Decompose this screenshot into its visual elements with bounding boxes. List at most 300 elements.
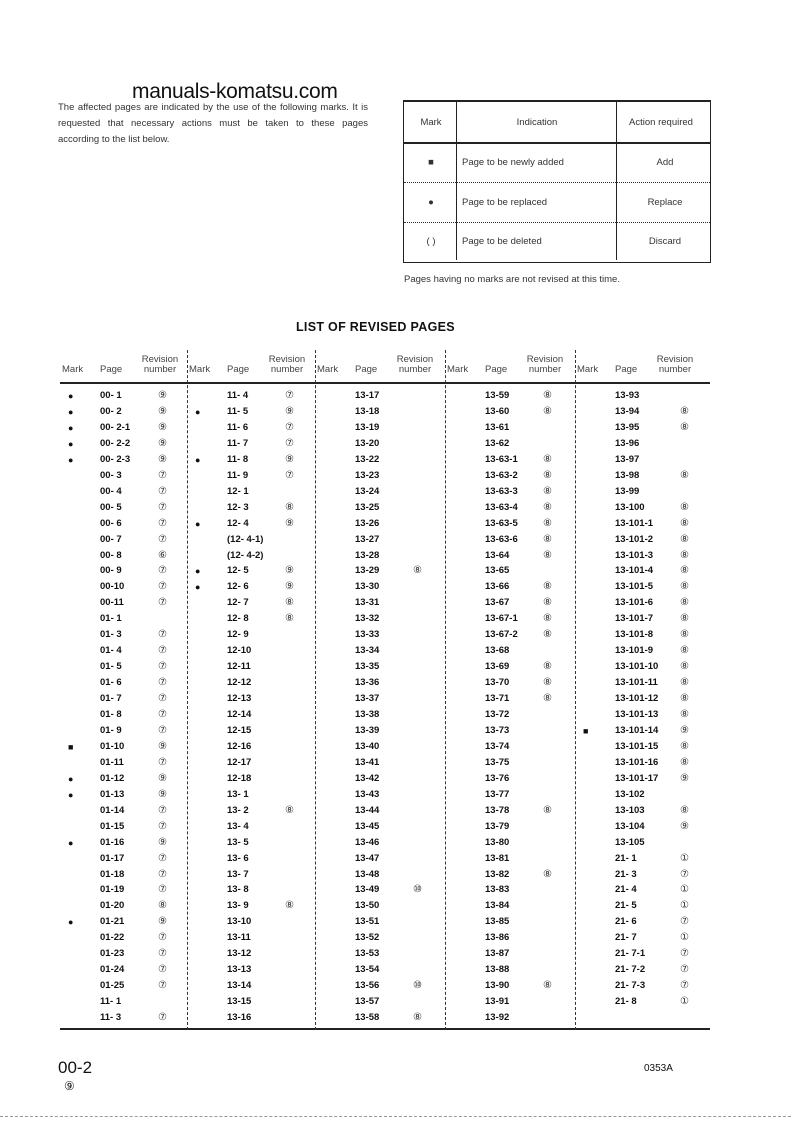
page-number: 21- 1 — [615, 852, 637, 864]
header-rule — [60, 382, 710, 384]
page-number: 13-53 — [355, 948, 380, 960]
page-number: 01-21 — [100, 916, 125, 928]
page-number: 13-67-1 — [485, 613, 518, 625]
page-number: 13-97 — [615, 453, 640, 465]
legend-row-replace — [404, 182, 710, 222]
legend-column-divider — [456, 102, 457, 260]
page-number: 13-101-4 — [615, 565, 654, 577]
revision-number: ⑦ — [680, 964, 689, 976]
page-number: 13-95 — [615, 421, 640, 433]
page-number: 13-36 — [355, 677, 380, 689]
revision-number: ⑨ — [680, 772, 689, 784]
page-number: 11- 7 — [227, 437, 249, 449]
revision-number: ⑦ — [158, 820, 167, 832]
revision-number: ⑦ — [158, 964, 167, 976]
page-number: 12-12 — [227, 677, 252, 689]
page-number: 12- 7 — [227, 597, 249, 609]
page-number: 01- 3 — [100, 629, 122, 641]
revision-mark: ● — [195, 454, 201, 465]
page-number: 13-57 — [355, 996, 380, 1008]
page-number: 13-100 — [615, 501, 645, 513]
page-number: 13-16 — [227, 1012, 252, 1024]
page-number: 13-42 — [355, 772, 380, 784]
revision-number: ⑧ — [680, 469, 689, 481]
header-page: Page — [100, 364, 123, 375]
page-number: 13- 5 — [227, 836, 249, 848]
page-number: 13-38 — [355, 709, 380, 720]
page-number: 13-69 — [485, 661, 510, 673]
revision-number: ⑦ — [680, 868, 689, 880]
page-number: 00- 9 — [100, 565, 122, 577]
page-number: 11- 6 — [227, 421, 249, 433]
page-number: 13-101-3 — [615, 549, 654, 561]
page-number: 13-92 — [485, 1012, 510, 1024]
revision-number: ① — [680, 852, 689, 864]
page-number: 00- 2 — [100, 405, 122, 417]
page-number: 13-101-12 — [615, 693, 659, 705]
page-number: 13-67-2 — [485, 629, 518, 641]
revision-number: ⑦ — [158, 517, 167, 529]
page-number: 13-76 — [485, 772, 510, 784]
page-number: 12- 9 — [227, 629, 249, 641]
footer-revision: ⑨ — [64, 1079, 75, 1093]
page-number: 21- 5 — [615, 900, 637, 912]
header-mark: Mark — [447, 364, 469, 375]
revision-number: ⑧ — [543, 549, 552, 561]
revision-number: ⑦ — [158, 884, 167, 896]
page-number: 13-88 — [485, 964, 510, 976]
page-number: 13-10 — [227, 916, 252, 928]
revision-number: ⑧ — [543, 453, 552, 465]
page-number: 13-82 — [485, 868, 510, 880]
revision-mark: ● — [68, 422, 74, 433]
watermark: manuals-komatsu.com — [132, 80, 338, 103]
revision-number: ⑦ — [158, 724, 167, 736]
page-number: 01-17 — [100, 852, 125, 864]
page-number: (12- 4-1) — [227, 533, 264, 545]
revision-number: ⑧ — [543, 804, 552, 816]
page-number: 13-63-3 — [485, 485, 518, 497]
revision-number: ① — [680, 884, 689, 896]
revised-pages-table — [60, 350, 710, 1030]
page-number: 13-99 — [615, 485, 640, 497]
page-number: 13-49 — [355, 884, 380, 896]
revision-number: ⑧ — [680, 661, 689, 673]
page-number: 13-101-1 — [615, 517, 654, 529]
revision-number: ⑦ — [158, 948, 167, 960]
page-number: 13-101-6 — [615, 597, 654, 609]
page-number: 13-58 — [355, 1012, 380, 1024]
page-number: 13-25 — [355, 501, 380, 513]
header-revision: Revision number — [526, 354, 564, 375]
page-number: 13-78 — [485, 804, 510, 816]
revision-number: ⑧ — [285, 501, 294, 513]
revision-number: ⑧ — [680, 405, 689, 417]
page-number: 12-16 — [227, 740, 252, 752]
page-number: 13-46 — [355, 836, 380, 848]
page-number: 13-19 — [355, 421, 380, 433]
header-revision: Revision number — [141, 354, 179, 375]
revision-number: ⑧ — [680, 581, 689, 593]
revision-number: ⑦ — [158, 533, 167, 545]
column-divider — [315, 350, 316, 1030]
page-number: 13-101-8 — [615, 629, 654, 641]
revision-mark: ● — [68, 454, 74, 465]
page-number: 13-32 — [355, 613, 380, 625]
page-number: 00- 2-2 — [100, 437, 131, 449]
page-number: 12- 6 — [227, 581, 249, 593]
page-number: 00-11 — [100, 597, 124, 609]
legend-header-mark: Mark — [420, 116, 442, 128]
revision-number: ⑦ — [158, 581, 167, 593]
page-number: 13-81 — [485, 852, 510, 864]
page-number: 13-52 — [355, 932, 380, 944]
page-number: 13-43 — [355, 788, 380, 800]
page-number: 13-87 — [485, 948, 510, 960]
page-number: 13-70 — [485, 677, 510, 689]
revision-number: ⑦ — [285, 390, 294, 401]
page-number: 13-44 — [355, 804, 380, 816]
revision-number: ⑨ — [158, 405, 167, 417]
revision-number: ⑧ — [680, 740, 689, 752]
page-number: 13-41 — [355, 756, 380, 768]
page-number: 01-19 — [100, 884, 125, 896]
page-number: 13-15 — [227, 996, 252, 1008]
revision-number: ⑦ — [158, 501, 167, 513]
page-number: 13-33 — [355, 629, 380, 641]
page-number: 12-10 — [227, 645, 252, 657]
bottom-dotted-rule — [0, 1116, 791, 1117]
revision-number: ⑦ — [158, 469, 167, 481]
page-number: 11- 1 — [100, 996, 122, 1008]
revision-number: ⑧ — [680, 597, 689, 609]
revision-number: ⑧ — [543, 517, 552, 529]
column-divider — [445, 350, 446, 1030]
header-page: Page — [485, 364, 508, 375]
revision-mark: ● — [68, 789, 74, 800]
revision-number: ⑧ — [285, 900, 294, 912]
column-divider — [187, 350, 188, 1030]
page-number: 13- 8 — [227, 884, 249, 896]
revision-number: ⑧ — [543, 533, 552, 545]
page-number: 13-104 — [615, 820, 645, 832]
revision-number: ⑧ — [680, 629, 689, 641]
page-number: 13-29 — [355, 565, 380, 577]
page-number: 13- 1 — [227, 788, 249, 800]
revision-number: ⑨ — [285, 405, 294, 417]
revision-mark: ● — [68, 917, 74, 928]
revision-number: ⑧ — [158, 900, 167, 912]
footer-code: 0353A — [644, 1063, 673, 1074]
page-number: 13-65 — [485, 565, 510, 577]
page-number: 13-101-13 — [615, 709, 659, 720]
page-number: 13-101-5 — [615, 581, 654, 593]
revision-number: ⑧ — [543, 581, 552, 593]
page-number: 12-17 — [227, 756, 252, 768]
page-number: 01- 7 — [100, 693, 122, 705]
page-number: 13-68 — [485, 645, 510, 657]
revision-number: ⑦ — [158, 661, 167, 673]
legend-action: Replace — [647, 196, 683, 208]
revision-number: ⑨ — [285, 581, 294, 593]
revision-number: ⑧ — [680, 501, 689, 513]
page-number: 01-10 — [100, 740, 125, 752]
revision-number: ⑩ — [413, 884, 422, 896]
replace-mark: ● — [428, 196, 434, 208]
revision-number: ⑦ — [158, 932, 167, 944]
header-revision: Revision number — [268, 354, 306, 375]
page-number: 13-93 — [615, 390, 640, 401]
page-number: 13-45 — [355, 820, 380, 832]
revision-number: ⑧ — [680, 565, 689, 577]
revision-number: ⑨ — [285, 517, 294, 529]
page-number: 21- 7 — [615, 932, 637, 944]
revision-number: ⑦ — [158, 980, 167, 992]
revision-number: ⑦ — [680, 916, 689, 928]
header-mark: Mark — [317, 364, 339, 375]
page-number: 01- 9 — [100, 724, 122, 736]
page-number: 13-51 — [355, 916, 380, 928]
page-number: 13-94 — [615, 405, 640, 417]
header-page: Page — [355, 364, 378, 375]
revision-mark: ● — [195, 406, 201, 417]
revision-number: ⑦ — [158, 485, 167, 497]
page-number: 13-17 — [355, 390, 380, 401]
page-number: 13-101-15 — [615, 740, 659, 752]
page-number: 13-47 — [355, 852, 380, 864]
page-number: 13-74 — [485, 740, 510, 752]
revision-number: ⑧ — [680, 709, 689, 720]
revision-number: ⑦ — [158, 852, 167, 864]
page-number: 13-96 — [615, 437, 640, 449]
revision-number: ⑦ — [158, 629, 167, 641]
page-number: 13-63-1 — [485, 453, 518, 465]
page-number: 13-101-10 — [615, 661, 659, 673]
page-number: 13-101-11 — [615, 677, 658, 689]
page-number: 13-28 — [355, 549, 380, 561]
revision-number: ⑩ — [413, 980, 422, 992]
revision-mark: ● — [68, 837, 74, 848]
revision-number: ⑧ — [543, 661, 552, 673]
revision-number: ⑧ — [543, 693, 552, 705]
revision-number: ⑧ — [680, 421, 689, 433]
revision-number: ⑧ — [285, 613, 294, 625]
page-number: 00- 7 — [100, 533, 122, 545]
page-number: 13-90 — [485, 980, 510, 992]
revision-number: ⑦ — [680, 948, 689, 960]
page-number: (12- 4-2) — [227, 549, 264, 561]
page-number: 13-84 — [485, 900, 510, 912]
revision-number: ⑧ — [680, 677, 689, 689]
page-number: 11- 8 — [227, 453, 249, 465]
add-mark: ■ — [428, 156, 434, 168]
revision-number: ⑨ — [158, 421, 167, 433]
footer-page-number: 00-2 — [58, 1058, 93, 1077]
revision-number: ⑧ — [543, 629, 552, 641]
revision-number: ⑨ — [158, 453, 167, 465]
page-number: 13-63-5 — [485, 517, 518, 529]
page-number: 13-61 — [485, 421, 510, 433]
page-number: 01-14 — [100, 804, 125, 816]
page-number: 13-11 — [227, 932, 251, 944]
page-number: 11- 5 — [227, 405, 249, 417]
page-number: 13-27 — [355, 533, 380, 545]
page-number: 00-10 — [100, 581, 125, 593]
page-number: 11- 9 — [227, 469, 249, 481]
revision-number: ⑧ — [680, 533, 689, 545]
page-number: 00- 2-3 — [100, 453, 131, 465]
page-number: 01-13 — [100, 788, 125, 800]
page-number: 00- 1 — [100, 390, 122, 401]
revision-number: ⑧ — [543, 485, 552, 497]
page-number: 01-23 — [100, 948, 125, 960]
page-number: 13-48 — [355, 868, 380, 880]
page-number: 13-18 — [355, 405, 380, 417]
header-mark: Mark — [577, 364, 599, 375]
page-number: 01-20 — [100, 900, 125, 912]
page-number: 11- 4 — [227, 390, 249, 401]
page-number: 01-16 — [100, 836, 125, 848]
revision-number: ⑧ — [680, 756, 689, 768]
revision-number: ⑦ — [158, 565, 167, 577]
page-number: 13-77 — [485, 788, 510, 800]
revision-number: ⑨ — [680, 724, 689, 736]
page-number: 12- 4 — [227, 517, 249, 529]
page-number: 01- 6 — [100, 677, 122, 689]
revision-number: ① — [680, 932, 689, 944]
revision-number: ⑦ — [158, 677, 167, 689]
page-number: 21- 6 — [615, 916, 637, 928]
page-number: 13-91 — [485, 996, 510, 1008]
page-number: 13-34 — [355, 645, 380, 657]
page-number: 21- 7-2 — [615, 964, 646, 976]
revision-mark: ● — [68, 391, 74, 401]
revision-number: ⑦ — [680, 980, 689, 992]
page-number: 13-50 — [355, 900, 380, 912]
intro-paragraph: The affected pages are indicated by the use of the following marks. It is requested that necessary actions must be taken to these pages according to the list below. — [58, 102, 368, 145]
page-number: 13-37 — [355, 693, 380, 705]
revision-mark: ● — [195, 582, 201, 593]
page-number: 00- 4 — [100, 485, 122, 497]
revision-number: ⑦ — [285, 469, 294, 481]
revision-number: ⑦ — [158, 804, 167, 816]
revision-number: ⑧ — [413, 565, 422, 577]
page-number: 11- 3 — [100, 1012, 122, 1024]
page-number: 21- 4 — [615, 884, 637, 896]
page-number: 13-75 — [485, 756, 510, 768]
page-number: 01-18 — [100, 868, 125, 880]
revision-number: ⑦ — [158, 1012, 167, 1024]
page-number: 00- 3 — [100, 469, 122, 481]
page-number: 13-101-16 — [615, 756, 659, 768]
page-number: 13-64 — [485, 549, 510, 561]
page-number: 13-71 — [485, 693, 510, 705]
legend-note: Pages having no marks are not revised at this time. — [404, 274, 620, 285]
revision-number: ⑨ — [158, 788, 167, 800]
page-number: 12- 8 — [227, 613, 249, 625]
page-number: 13-35 — [355, 661, 380, 673]
page-number: 13-39 — [355, 724, 380, 736]
page-number: 13-98 — [615, 469, 640, 481]
header-page: Page — [615, 364, 638, 375]
page-number: 00- 2-1 — [100, 421, 131, 433]
legend-table — [403, 100, 711, 263]
header-page: Page — [227, 364, 250, 375]
revision-number: ⑧ — [680, 693, 689, 705]
legend-column-divider — [616, 102, 617, 260]
page-number: 13-101-7 — [615, 613, 654, 625]
revision-number: ⑧ — [680, 549, 689, 561]
legend-header-action: Action required — [629, 116, 693, 128]
page-number: 13-54 — [355, 964, 380, 976]
page-number: 13- 6 — [227, 852, 249, 864]
page-number: 13-56 — [355, 980, 380, 992]
page-number: 13-73 — [485, 724, 510, 736]
page-number: 13-13 — [227, 964, 252, 976]
revision-mark: ● — [68, 773, 74, 784]
page-number: 21- 7-1 — [615, 948, 646, 960]
legend-indication: Page to be replaced — [462, 196, 548, 208]
page-number: 13-101-2 — [615, 533, 654, 545]
revision-number: ⑧ — [680, 517, 689, 529]
page-number: 13-101-14 — [615, 724, 659, 736]
revision-mark: ■ — [68, 741, 74, 752]
page-number: 13-24 — [355, 485, 380, 497]
header-mark: Mark — [189, 364, 211, 375]
page-number: 01- 4 — [100, 645, 122, 657]
page-number: 12- 3 — [227, 501, 249, 513]
page-number: 13-40 — [355, 740, 380, 752]
page-number: 21- 3 — [615, 868, 637, 880]
page-number: 13-60 — [485, 405, 510, 417]
page-number: 13-30 — [355, 581, 380, 593]
page-number: 01- 1 — [100, 613, 122, 625]
revision-number: ⑧ — [543, 677, 552, 689]
revision-number: ⑧ — [543, 980, 552, 992]
legend-header-indication: Indication — [516, 116, 558, 128]
revision-mark: ■ — [583, 725, 589, 736]
page-number: 00- 6 — [100, 517, 122, 529]
revision-number: ⑦ — [158, 756, 167, 768]
revision-mark: ● — [195, 518, 201, 529]
revision-mark: ● — [68, 406, 74, 417]
header-revision: Revision number — [396, 354, 434, 375]
legend-action: Add — [656, 156, 674, 168]
column-divider — [575, 350, 576, 1030]
page-number: 01-24 — [100, 964, 125, 976]
bottom-rule — [60, 1028, 710, 1030]
revision-number: ⑧ — [543, 390, 552, 401]
revision-number: ⑥ — [158, 549, 167, 561]
page-number: 01- 8 — [100, 709, 122, 720]
revision-number: ⑧ — [543, 405, 552, 417]
legend-action: Discard — [648, 235, 682, 247]
revision-number: ⑨ — [158, 740, 167, 752]
page-number: 13-26 — [355, 517, 380, 529]
revision-number: ⑧ — [680, 613, 689, 625]
legend-indication: Page to be deleted — [462, 235, 542, 247]
revision-number: ⑧ — [413, 1012, 422, 1024]
page-number: 13-63-4 — [485, 501, 518, 513]
revision-number: ⑦ — [158, 597, 167, 609]
revision-number: ⑧ — [543, 613, 552, 625]
revision-number: ⑧ — [543, 597, 552, 609]
header-mark: Mark — [62, 364, 84, 375]
page-number: 13-12 — [227, 948, 252, 960]
revision-number: ⑧ — [680, 645, 689, 657]
page-number: 13-66 — [485, 581, 510, 593]
legend-row-discard — [404, 222, 710, 260]
